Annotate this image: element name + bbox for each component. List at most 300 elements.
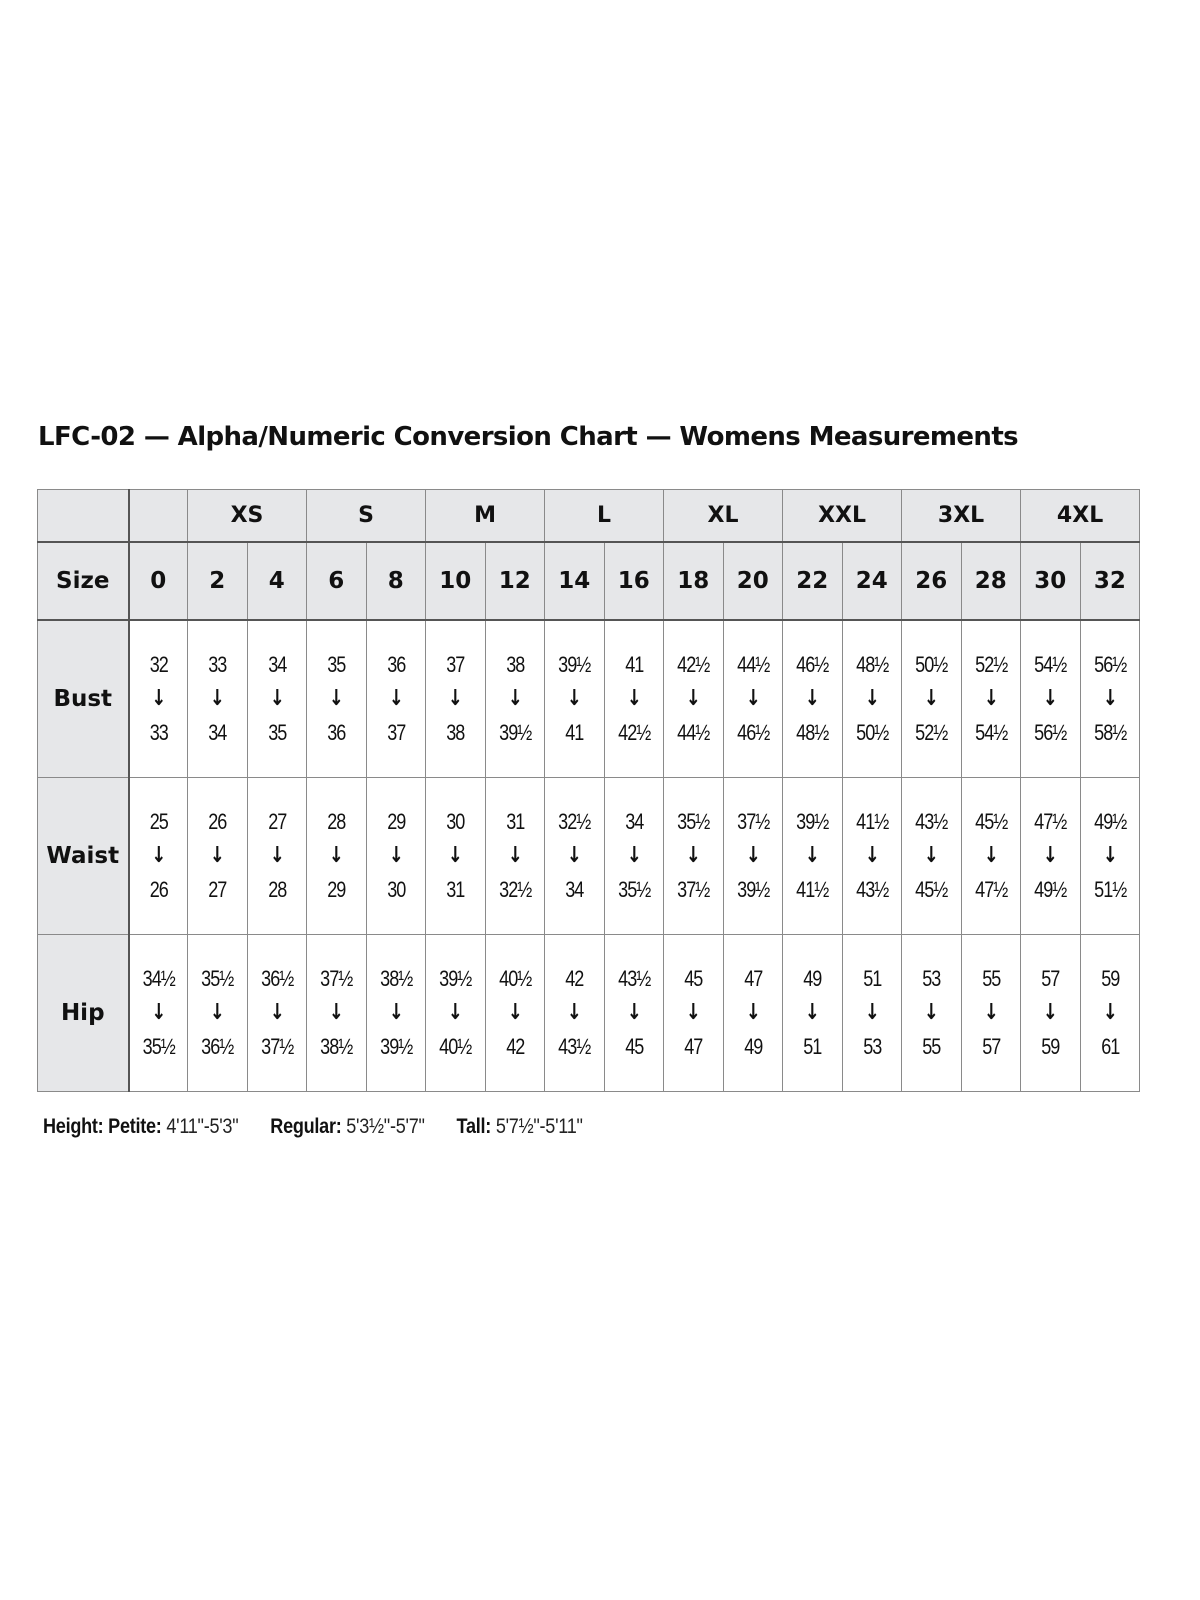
size-header-cell: 24	[842, 542, 902, 620]
measurement-cell	[723, 935, 783, 1092]
range-max: 35½	[142, 1034, 175, 1059]
alpha-header-m: M	[426, 490, 545, 543]
numeric-size-header-row	[38, 542, 1140, 620]
arrow-down-icon: ↓	[1042, 1000, 1058, 1025]
range-max: 29	[327, 877, 346, 902]
arrow-down-icon: ↓	[745, 686, 761, 711]
measurement-range	[907, 648, 955, 750]
measurement-range	[491, 962, 539, 1064]
size-header-cell: 14	[545, 542, 605, 620]
measurement-range	[1086, 648, 1134, 750]
measurement-cell	[783, 778, 843, 935]
range-min: 36½	[260, 966, 293, 991]
measurement-cell	[307, 935, 367, 1092]
range-min: 49½	[1093, 809, 1126, 834]
arrow-down-icon: ↓	[804, 686, 820, 711]
measurement-cell	[545, 935, 605, 1092]
range-max: 39½	[379, 1034, 412, 1059]
arrow-down-icon: ↓	[209, 686, 225, 711]
range-min: 34½	[142, 966, 175, 991]
range-min: 42	[565, 966, 584, 991]
measurement-range	[135, 962, 182, 1064]
hip-row-label: Hip	[38, 935, 129, 1092]
range-min: 48½	[855, 652, 888, 677]
arrow-down-icon: ↓	[388, 843, 404, 868]
measurement-cell	[1021, 620, 1081, 778]
measurement-range	[372, 962, 420, 1064]
range-min: 47	[743, 966, 762, 991]
range-min: 39½	[796, 809, 829, 834]
measurement-range	[788, 962, 836, 1064]
measurement-range	[729, 648, 777, 750]
range-min: 45	[684, 966, 703, 991]
measurement-cell	[366, 778, 426, 935]
range-max: 34	[565, 877, 584, 902]
range-max: 34	[208, 720, 227, 745]
range-min: 35½	[201, 966, 234, 991]
arrow-down-icon: ↓	[1102, 686, 1118, 711]
arrow-down-icon: ↓	[447, 843, 463, 868]
alpha-size-header-row	[38, 490, 1140, 543]
measurement-range	[312, 805, 360, 907]
arrow-down-icon: ↓	[685, 686, 701, 711]
range-max: 45	[624, 1034, 643, 1059]
arrow-down-icon: ↓	[507, 843, 523, 868]
measurement-range	[1026, 962, 1074, 1064]
range-max: 41	[565, 720, 584, 745]
range-max: 28	[267, 877, 286, 902]
size-conversion-table	[37, 489, 1140, 1092]
range-max: 51½	[1093, 877, 1126, 902]
alpha-header-xxl: XXL	[783, 490, 902, 543]
regular-label: Regular:	[270, 1115, 342, 1138]
arrow-down-icon: ↓	[328, 1000, 344, 1025]
measurement-cell	[1080, 935, 1140, 1092]
measurement-cell	[426, 620, 486, 778]
arrow-down-icon: ↓	[864, 843, 880, 868]
range-min: 49	[803, 966, 822, 991]
range-max: 53	[862, 1034, 881, 1059]
size-header-cell: 22	[783, 542, 843, 620]
measurement-range	[967, 805, 1015, 907]
tall-value: 5'7½"-5'11"	[495, 1115, 583, 1138]
measurement-range	[431, 648, 479, 750]
range-max: 49	[743, 1034, 762, 1059]
range-max: 48½	[796, 720, 829, 745]
measurement-range	[312, 648, 360, 750]
arrow-down-icon: ↓	[685, 1000, 701, 1025]
range-min: 46½	[796, 652, 829, 677]
range-min: 32½	[558, 809, 591, 834]
range-max: 37	[386, 720, 405, 745]
range-max: 43½	[558, 1034, 591, 1059]
arrow-down-icon: ↓	[209, 1000, 225, 1025]
measurement-range	[193, 805, 241, 907]
bust-row	[38, 620, 1140, 778]
measurement-cell	[1080, 778, 1140, 935]
hip-row	[38, 935, 1140, 1092]
range-max: 43½	[855, 877, 888, 902]
measurement-cell	[664, 778, 724, 935]
range-max: 52½	[915, 720, 948, 745]
range-min: 39½	[558, 652, 591, 677]
range-min: 40½	[498, 966, 531, 991]
range-min: 38½	[379, 966, 412, 991]
range-min: 43½	[617, 966, 650, 991]
arrow-down-icon: ↓	[923, 686, 939, 711]
measurement-cell	[723, 778, 783, 935]
measurement-range	[907, 962, 955, 1064]
range-min: 41½	[855, 809, 888, 834]
measurement-cell	[366, 935, 426, 1092]
measurement-range	[193, 962, 241, 1064]
range-min: 41	[624, 652, 643, 677]
arrow-down-icon: ↓	[150, 843, 166, 868]
measurement-range	[669, 805, 717, 907]
measurement-range	[669, 962, 717, 1064]
arrow-down-icon: ↓	[209, 843, 225, 868]
alpha-header-3xl: 3XL	[902, 490, 1021, 543]
range-max: 33	[149, 720, 168, 745]
range-max: 35½	[617, 877, 650, 902]
range-min: 53	[922, 966, 941, 991]
range-max: 27	[208, 877, 227, 902]
range-min: 52½	[974, 652, 1007, 677]
range-min: 34	[624, 809, 643, 834]
arrow-down-icon: ↓	[923, 843, 939, 868]
arrow-down-icon: ↓	[150, 686, 166, 711]
arrow-down-icon: ↓	[983, 843, 999, 868]
range-min: 59	[1100, 966, 1119, 991]
arrow-down-icon: ↓	[1102, 843, 1118, 868]
range-max: 55	[922, 1034, 941, 1059]
measurement-cell	[485, 778, 545, 935]
measurement-cell	[604, 935, 664, 1092]
measurement-range	[135, 805, 182, 907]
measurement-cell	[664, 935, 724, 1092]
range-max: 49½	[1034, 877, 1067, 902]
measurement-range	[253, 648, 301, 750]
measurement-cell	[783, 935, 843, 1092]
range-min: 38	[505, 652, 524, 677]
arrow-down-icon: ↓	[328, 843, 344, 868]
measurement-range	[610, 648, 658, 750]
range-min: 33	[208, 652, 227, 677]
measurement-range	[967, 648, 1015, 750]
arrow-down-icon: ↓	[745, 843, 761, 868]
measurement-range	[135, 648, 182, 750]
measurement-cell	[961, 778, 1021, 935]
measurement-cell	[307, 620, 367, 778]
measurement-cell	[604, 620, 664, 778]
measurement-cell	[426, 935, 486, 1092]
measurement-range	[610, 962, 658, 1064]
range-max: 39½	[736, 877, 769, 902]
range-min: 34	[267, 652, 286, 677]
range-min: 31	[505, 809, 524, 834]
measurement-cell	[307, 778, 367, 935]
measurement-cell	[247, 620, 307, 778]
tall-label: Tall:	[456, 1115, 492, 1138]
range-max: 40½	[439, 1034, 472, 1059]
petite-label: Petite:	[108, 1115, 162, 1138]
arrow-down-icon: ↓	[150, 1000, 166, 1025]
arrow-down-icon: ↓	[269, 686, 285, 711]
range-min: 39½	[439, 966, 472, 991]
alpha-header-xs: XS	[188, 490, 307, 543]
regular-value: 5'3½"-5'7"	[346, 1115, 425, 1138]
range-max: 31	[446, 877, 465, 902]
arrow-down-icon: ↓	[447, 1000, 463, 1025]
range-min: 35	[327, 652, 346, 677]
measurement-cell	[604, 778, 664, 935]
range-max: 41½	[796, 877, 829, 902]
arrow-down-icon: ↓	[923, 1000, 939, 1025]
measurement-range	[729, 962, 777, 1064]
measurement-cell	[842, 778, 902, 935]
range-min: 42½	[677, 652, 710, 677]
arrow-down-icon: ↓	[804, 843, 820, 868]
range-max: 54½	[974, 720, 1007, 745]
height-label: Height:	[43, 1115, 104, 1138]
alpha-header-s: S	[307, 490, 426, 543]
waist-row	[38, 778, 1140, 935]
measurement-cell	[902, 778, 962, 935]
measurement-range	[1086, 962, 1134, 1064]
measurement-cell	[129, 778, 188, 935]
size-header-cell: 16	[604, 542, 664, 620]
waist-row-label: Waist	[38, 778, 129, 935]
size-header-cell: 6	[307, 542, 367, 620]
arrow-down-icon: ↓	[626, 843, 642, 868]
arrow-down-icon: ↓	[983, 686, 999, 711]
range-max: 32½	[498, 877, 531, 902]
arrow-down-icon: ↓	[566, 843, 582, 868]
measurement-range	[1086, 805, 1134, 907]
arrow-down-icon: ↓	[864, 1000, 880, 1025]
measurement-cell	[129, 935, 188, 1092]
range-max: 26	[149, 877, 168, 902]
range-max: 42	[505, 1034, 524, 1059]
range-max: 47½	[974, 877, 1007, 902]
range-min: 35½	[677, 809, 710, 834]
range-min: 55	[981, 966, 1000, 991]
range-max: 36	[327, 720, 346, 745]
range-max: 37½	[677, 877, 710, 902]
measurement-cell	[1021, 935, 1081, 1092]
range-max: 38	[446, 720, 465, 745]
arrow-down-icon: ↓	[328, 686, 344, 711]
size-header-cell: 4	[247, 542, 307, 620]
arrow-down-icon: ↓	[745, 1000, 761, 1025]
range-max: 58½	[1093, 720, 1126, 745]
arrow-down-icon: ↓	[566, 1000, 582, 1025]
arrow-down-icon: ↓	[626, 1000, 642, 1025]
measurement-cell	[1021, 778, 1081, 935]
arrow-down-icon: ↓	[864, 686, 880, 711]
range-min: 36	[386, 652, 405, 677]
measurement-range	[431, 805, 479, 907]
measurement-cell	[783, 620, 843, 778]
size-header-cell: 10	[426, 542, 486, 620]
range-min: 29	[386, 809, 405, 834]
range-min: 37½	[320, 966, 353, 991]
measurement-cell	[723, 620, 783, 778]
measurement-range	[967, 962, 1015, 1064]
measurement-range	[550, 962, 598, 1064]
range-max: 35	[267, 720, 286, 745]
range-min: 28	[327, 809, 346, 834]
corner-cell	[38, 490, 129, 543]
range-max: 39½	[498, 720, 531, 745]
measurement-cell	[129, 620, 188, 778]
measurement-range	[907, 805, 955, 907]
range-max: 46½	[736, 720, 769, 745]
measurement-range	[253, 962, 301, 1064]
height-legend	[43, 1115, 583, 1139]
range-min: 37½	[736, 809, 769, 834]
arrow-down-icon: ↓	[1042, 843, 1058, 868]
range-max: 38½	[320, 1034, 353, 1059]
arrow-down-icon: ↓	[507, 1000, 523, 1025]
measurement-cell	[902, 620, 962, 778]
range-max: 50½	[855, 720, 888, 745]
alpha-header-l: L	[545, 490, 664, 543]
size-header-cell: 26	[902, 542, 962, 620]
range-max: 61	[1100, 1034, 1119, 1059]
range-max: 51	[803, 1034, 822, 1059]
petite-value: 4'11"-5'3"	[166, 1115, 239, 1138]
range-min: 27	[267, 809, 286, 834]
range-max: 45½	[915, 877, 948, 902]
range-min: 45½	[974, 809, 1007, 834]
range-max: 30	[386, 877, 405, 902]
measurement-cell	[961, 935, 1021, 1092]
measurement-range	[848, 805, 896, 907]
range-max: 37½	[260, 1034, 293, 1059]
size-row-label: Size	[38, 542, 129, 620]
measurement-range	[1026, 805, 1074, 907]
range-min: 44½	[736, 652, 769, 677]
measurement-range	[848, 962, 896, 1064]
size-header-cell: 20	[723, 542, 783, 620]
size-header-cell: 18	[664, 542, 724, 620]
range-max: 42½	[617, 720, 650, 745]
arrow-down-icon: ↓	[804, 1000, 820, 1025]
range-min: 25	[149, 809, 168, 834]
range-max: 59	[1041, 1034, 1060, 1059]
size-header-cell: 8	[366, 542, 426, 620]
size-header-cell: 0	[129, 542, 188, 620]
measurement-range	[550, 648, 598, 750]
size-header-cell: 12	[485, 542, 545, 620]
measurement-range	[550, 805, 598, 907]
arrow-down-icon: ↓	[388, 1000, 404, 1025]
measurement-range	[669, 648, 717, 750]
size-header-cell: 30	[1021, 542, 1081, 620]
measurement-cell	[842, 935, 902, 1092]
measurement-cell	[902, 935, 962, 1092]
size-header-cell: 32	[1080, 542, 1140, 620]
range-min: 51	[862, 966, 881, 991]
measurement-range	[729, 805, 777, 907]
measurement-cell	[545, 620, 605, 778]
arrow-down-icon: ↓	[269, 1000, 285, 1025]
range-min: 50½	[915, 652, 948, 677]
measurement-cell	[842, 620, 902, 778]
arrow-down-icon: ↓	[269, 843, 285, 868]
arrow-down-icon: ↓	[447, 686, 463, 711]
alpha-header-0	[129, 490, 188, 543]
range-min: 57	[1041, 966, 1060, 991]
bust-row-label: Bust	[38, 620, 129, 778]
measurement-range	[1026, 648, 1074, 750]
chart-title: LFC-02 — Alpha/Numeric Conversion Chart — Womens Measurements	[38, 422, 1019, 452]
range-max: 44½	[677, 720, 710, 745]
measurement-cell	[1080, 620, 1140, 778]
measurement-cell	[366, 620, 426, 778]
arrow-down-icon: ↓	[566, 686, 582, 711]
range-min: 56½	[1093, 652, 1126, 677]
measurement-range	[372, 805, 420, 907]
measurement-range	[491, 648, 539, 750]
measurement-range	[788, 805, 836, 907]
measurement-range	[312, 962, 360, 1064]
measurement-range	[253, 805, 301, 907]
range-min: 37	[446, 652, 465, 677]
measurement-range	[610, 805, 658, 907]
range-min: 54½	[1034, 652, 1067, 677]
measurement-cell	[961, 620, 1021, 778]
range-min: 30	[446, 809, 465, 834]
measurement-cell	[545, 778, 605, 935]
measurement-cell	[426, 778, 486, 935]
range-max: 47	[684, 1034, 703, 1059]
measurement-cell	[247, 935, 307, 1092]
size-header-cell: 28	[961, 542, 1021, 620]
arrow-down-icon: ↓	[1042, 686, 1058, 711]
measurement-cell	[188, 935, 248, 1092]
arrow-down-icon: ↓	[983, 1000, 999, 1025]
measurement-cell	[485, 935, 545, 1092]
measurement-cell	[247, 778, 307, 935]
range-min: 26	[208, 809, 227, 834]
range-max: 57	[981, 1034, 1000, 1059]
arrow-down-icon: ↓	[1102, 1000, 1118, 1025]
arrow-down-icon: ↓	[685, 843, 701, 868]
range-max: 56½	[1034, 720, 1067, 745]
range-min: 32	[149, 652, 168, 677]
arrow-down-icon: ↓	[626, 686, 642, 711]
alpha-header-xl: XL	[664, 490, 783, 543]
alpha-header-4xl: 4XL	[1021, 490, 1140, 543]
arrow-down-icon: ↓	[507, 686, 523, 711]
measurement-range	[372, 648, 420, 750]
measurement-range	[848, 648, 896, 750]
range-max: 36½	[201, 1034, 234, 1059]
arrow-down-icon: ↓	[388, 686, 404, 711]
size-header-cell: 2	[188, 542, 248, 620]
measurement-range	[431, 962, 479, 1064]
range-min: 43½	[915, 809, 948, 834]
measurement-range	[193, 648, 241, 750]
measurement-cell	[485, 620, 545, 778]
measurement-cell	[188, 620, 248, 778]
measurement-cell	[188, 778, 248, 935]
measurement-range	[491, 805, 539, 907]
measurement-cell	[664, 620, 724, 778]
measurement-range	[788, 648, 836, 750]
